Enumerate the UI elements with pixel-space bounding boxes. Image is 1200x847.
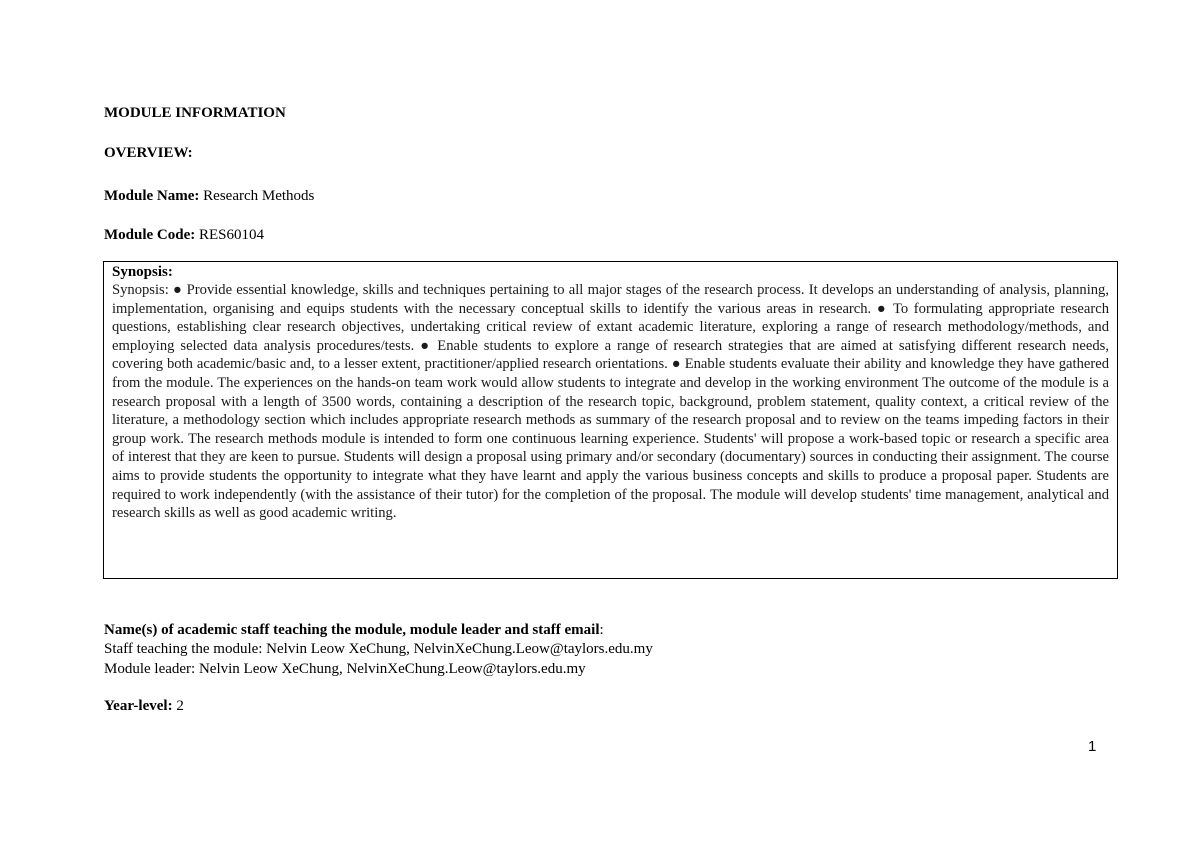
module-name-value: Research Methods	[203, 188, 315, 204]
page-number: 1	[1088, 738, 1097, 755]
synopsis-body: Synopsis: ● Provide essential knowledge, skills and techniques pertaining to all major stages of the research process. It develops an understanding of analysis, planning, implementation, organising and equips students with the necessary conceptual skills to identify the various areas in research. ● To formulating appropriate research questions, establishing clear research objectives, undertaking critical review of extant academic literature, exploring a range of research methodology/methods, and employing selected data analysis procedures/tests. ● Enable students to explore a range of research strategies that are aimed at satisfying different research needs, covering both academic/basic and, to a lesser extent, practitioner/applied research orientations. ● Enable students evaluate their ability and knowledge they have gathered from the module. The experiences on the hands-on team work would allow students to integrate and develop in the working environment The outcome of the module is a research proposal with a length of 3500 words, containing a description of the research topic, background, problem statement, quality context, a critical review of the literature, a methodology section which includes appropriate research methods as summary of the research proposal and to review on the teams impeding factors in their group work. The research methods module is intended to form one continuous learning experience. Students' will propose a work-based topic or research a specific area of interest that they are keen to pursue. Students will design a proposal using primary and/or secondary (documentary) sources in conducting their assignment. The course aims to provide students the opportunity to integrate what they have learnt and apply the various business concepts and skills to produce a proposal paper. Students are required to work independently (with the assistance of their tutor) for the completion of the proposal. The module will develop students' time management, analytical and research skills as well as good academic writing.	[112, 282, 1109, 522]
staff-heading-colon: :	[599, 622, 604, 638]
module-name-label: Module Name:	[104, 188, 200, 204]
staff-teaching-line: Staff teaching the module: Nelvin Leow XeChung, NelvinXeChung.Leow@taylors.edu.my	[104, 641, 653, 657]
synopsis-title: Synopsis:	[112, 264, 173, 280]
heading-overview: OVERVIEW:	[104, 145, 193, 161]
year-level-line	[104, 697, 184, 715]
heading-module-information: MODULE INFORMATION	[104, 105, 286, 121]
year-level-value: 2	[176, 698, 184, 714]
module-code-label: Module Code:	[104, 227, 196, 243]
module-name-line	[104, 187, 314, 205]
module-code-line	[104, 226, 264, 244]
staff-heading	[104, 621, 604, 639]
synopsis-box	[103, 261, 1118, 579]
module-leader-line: Module leader: Nelvin Leow XeChung, NelvinXeChung.Leow@taylors.edu.my	[104, 661, 586, 677]
year-level-label: Year-level:	[104, 698, 173, 714]
module-code-value: RES60104	[199, 227, 265, 243]
staff-heading-text: Name(s) of academic staff teaching the module, module leader and staff email	[104, 622, 600, 638]
